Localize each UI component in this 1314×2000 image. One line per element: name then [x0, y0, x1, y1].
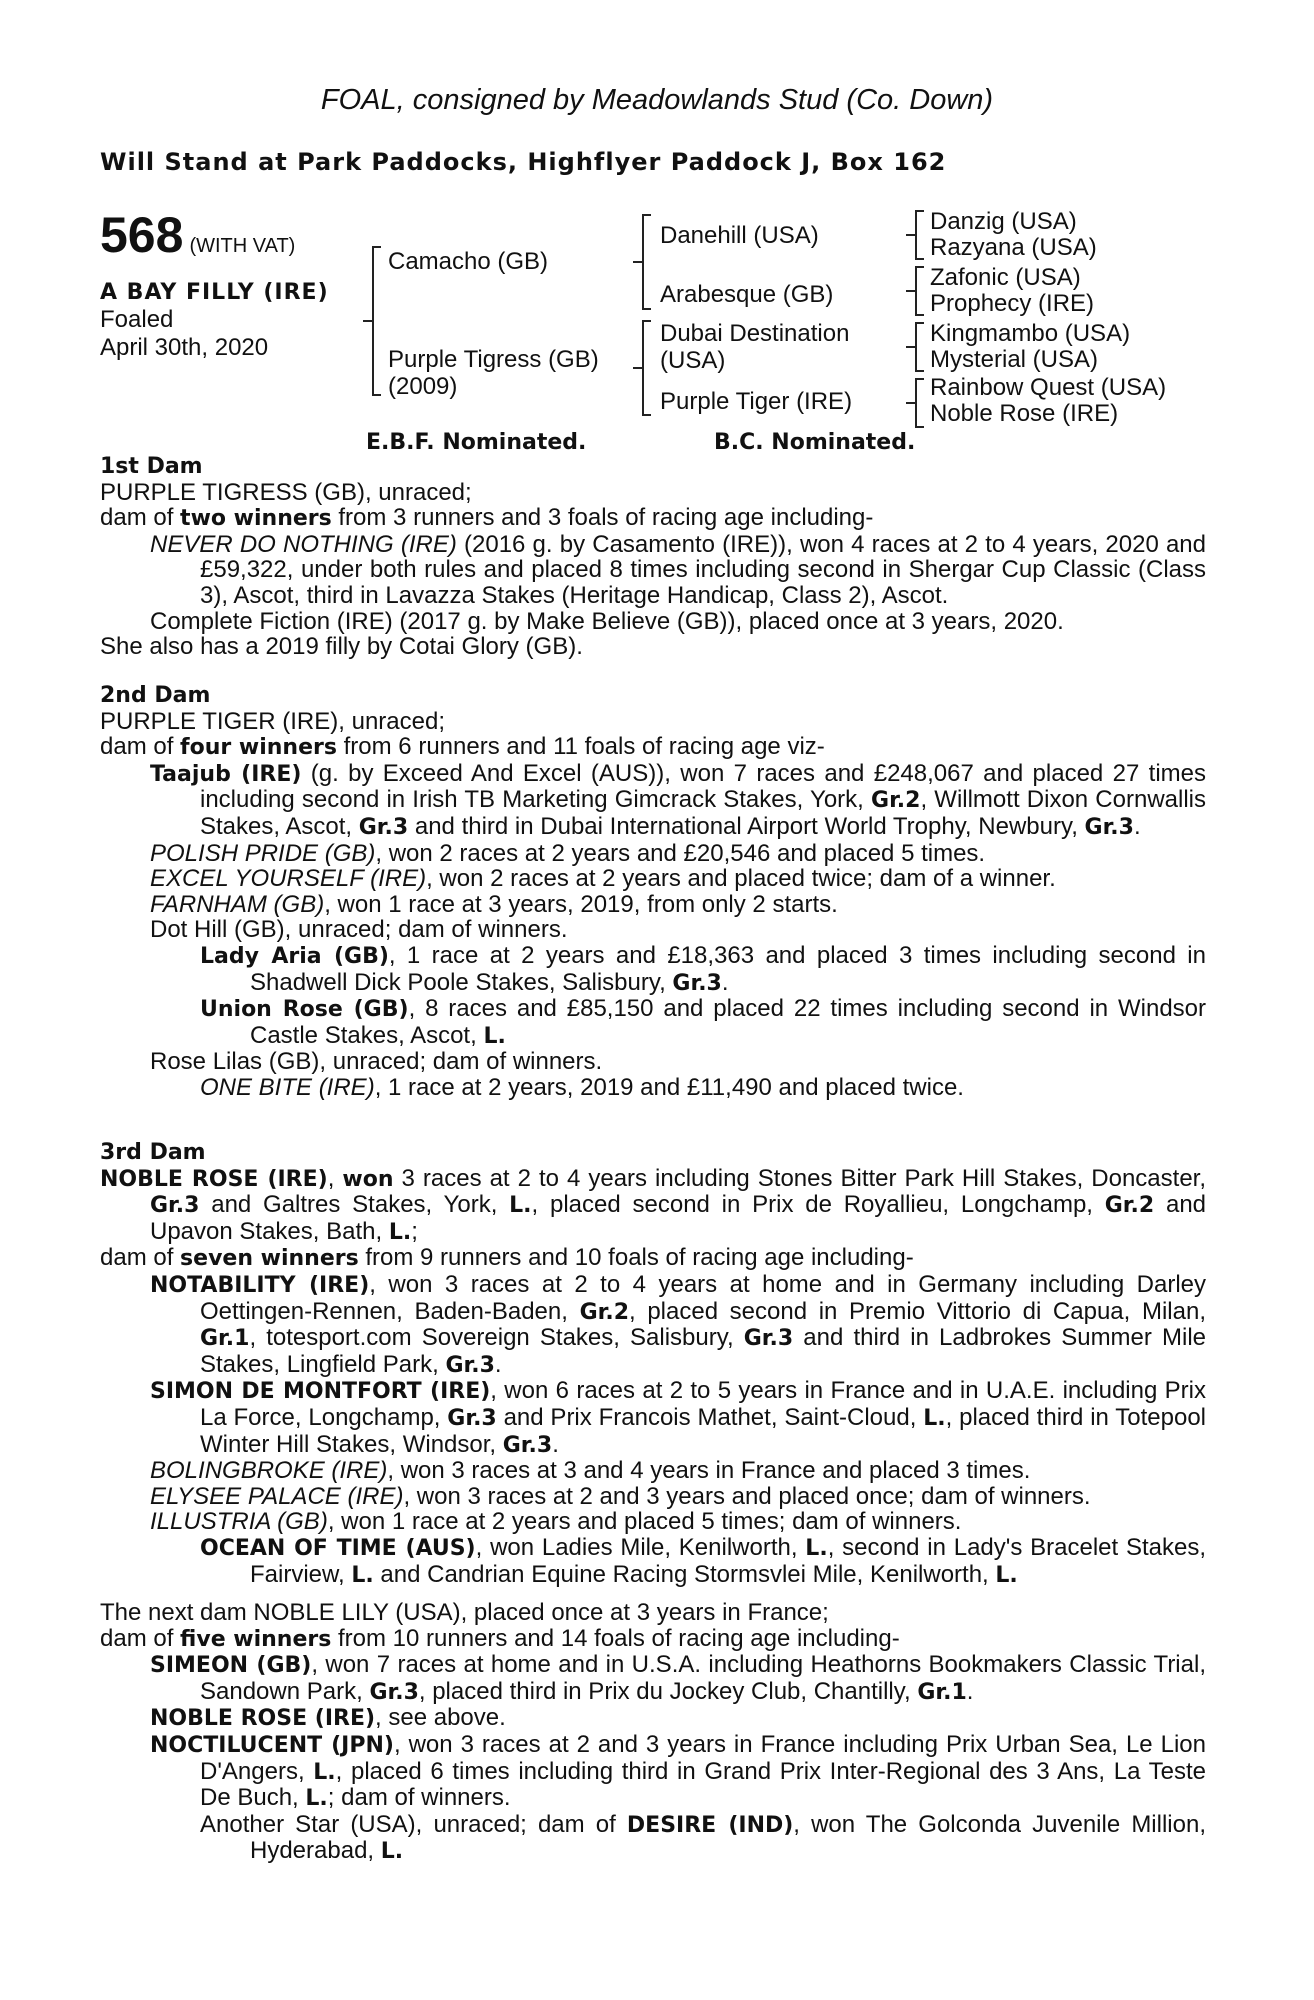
- produce-simeon: SIMEON (GB), won 7 races at home and in U.S.A. including Heathorns Bookmakers Classic Trial, Sandown Park, Gr.3, placed third in Prix du Jockey Club, Chantilly, Gr.1.: [150, 1651, 1206, 1705]
- pedigree-dam-sire-line2: (USA): [660, 347, 726, 374]
- pedigree-g2: Razyana (USA): [930, 234, 1097, 261]
- pedigree-g1: Danzig (USA): [930, 208, 1077, 235]
- produce-never-do-nothing: NEVER DO NOTHING (IRE) (2016 g. by Casamento (IRE)), won 4 races at 2 to 4 years, 2020 and £59,322, under both rules and placed 8 times including second in Shergar Cup Classic (Class 3), Ascot, third in Lavazza Stakes (Heritage Handicap, Class 2), Ascot.: [150, 530, 1207, 609]
- vat-note: (WITH VAT): [189, 235, 296, 257]
- produce-ocean-of-time: OCEAN OF TIME (AUS), won Ladies Mile, Kenilworth, L., second in Lady's Bracelet Stakes, Fairview, L. and Candrian Equine Racing Stormsvlei Mile, Kenilworth, L.: [200, 1533, 1206, 1588]
- third-dam-section: [100, 1140, 1206, 1588]
- first-dam-line: PURPLE TIGRESS (GB), unraced;: [100, 478, 472, 506]
- produce-another-star: Another Star (USA), unraced; dam of DESIRE (IND), won The Golconda Juvenile Million, Hyderabad, L.: [200, 1810, 1207, 1865]
- produce-excel-yourself: EXCEL YOURSELF (IRE), won 2 races at 2 years and placed twice; dam of a winner.: [150, 865, 1056, 893]
- produce-elysee-palace: ELYSEE PALACE (IRE), won 3 races at 2 and 3 years and placed once; dam of winners.: [150, 1482, 1091, 1510]
- produce-rose-lilas: Rose Lilas (GB), unraced; dam of winners.: [150, 1048, 603, 1076]
- pedigree-g8: Noble Rose (IRE): [930, 400, 1119, 427]
- stand-location: Will Stand at Park Paddocks, Highflyer Paddock J, Box 162: [100, 148, 947, 176]
- pedigree-dam-dam: Purple Tiger (IRE): [660, 388, 853, 415]
- first-dam-produce-line: dam of two winners from 3 runners and 3 foals of racing age including-: [100, 504, 874, 532]
- bc-nomination: B.C. Nominated.: [714, 430, 916, 455]
- second-dam-section: [100, 683, 1206, 1101]
- produce-polish-pride: POLISH PRIDE (GB), won 2 races at 2 years and £20,546 and placed 5 times.: [150, 839, 986, 867]
- produce-taajub: Taajub (IRE) (g. by Exceed And Excel (AUS)), won 7 races and £248,067 and placed 27 times including second in Irish TB Marketing Gimcrack Stakes, York, Gr.2, Willmott Dixon Cornwallis Stakes, Ascot, Gr.3 and third in Dubai International Airport World Trophy, Newbury, Gr.3.: [150, 759, 1207, 840]
- produce-lady-aria: Lady Aria (GB), 1 race at 2 years and £18,363 and placed 3 times including second in Shadwell Dick Poole Stakes, Salisbury, Gr.3.: [200, 941, 1206, 996]
- produce-bolingbroke: BOLINGBROKE (IRE), won 3 races at 3 and 4 years in France and placed 3 times.: [150, 1457, 1031, 1485]
- ebf-nomination: E.B.F. Nominated.: [366, 430, 587, 455]
- pedigree-dam-sire-line1: Dubai Destination: [660, 320, 850, 347]
- produce-one-bite: ONE BITE (IRE), 1 race at 2 years, 2019 and £11,490 and placed twice.: [200, 1073, 964, 1101]
- produce-farnham: FARNHAM (GB), won 1 race at 3 years, 2019, from only 2 starts.: [150, 890, 838, 918]
- produce-simon-de-montfort: SIMON DE MONTFORT (IRE), won 6 races at 2 to 5 years in France and in U.A.E. including Prix La Force, Longchamp, Gr.3 and Prix Francois Mathet, Saint-Cloud, L., placed third in Totepool Winter Hill Stakes, Windsor, Gr.3.: [150, 1377, 1207, 1458]
- produce-dot-hill: Dot Hill (GB), unraced; dam of winners.: [150, 916, 568, 944]
- sire-dam-brace: [372, 246, 381, 396]
- pedigree-g3: Zafonic (USA): [930, 264, 1081, 291]
- dam-brace: [642, 320, 651, 416]
- third-dam-noble-rose: NOBLE ROSE (IRE), won 3 races at 2 to 4 years including Stones Bitter Park Hill Stakes, Doncaster, Gr.3 and Galtres Stakes, York, L., placed second in Prix de Royallieu, Longchamp, Gr.2 and Upavon Stakes, Bath, L.;: [100, 1164, 1207, 1245]
- pedigree-sire-sire: Danehill (USA): [660, 222, 819, 249]
- lot-number: 568: [100, 207, 184, 263]
- lot-number-block: [100, 206, 295, 264]
- produce-union-rose: Union Rose (GB), 8 races and £85,150 and placed 22 times including second in Windsor Castle Stakes, Ascot, L.: [200, 995, 1207, 1049]
- pedigree-g7: Rainbow Quest (USA): [930, 374, 1167, 401]
- third-dam-heading: 3rd Dam: [100, 1140, 206, 1165]
- g3-brace: [915, 322, 924, 372]
- pedigree-g5: Kingmambo (USA): [930, 320, 1131, 347]
- page-title: FOAL, consigned by Meadowlands Stud (Co. Down): [320, 84, 994, 116]
- produce-noble-rose: NOBLE ROSE (IRE), see above.: [150, 1704, 506, 1732]
- second-dam-produce-line: dam of four winners from 6 runners and 11 foals of racing age viz-: [100, 733, 825, 761]
- g2-brace: [915, 266, 924, 316]
- pedigree-sire-dam: Arabesque (GB): [660, 281, 834, 308]
- first-dam-heading: 1st Dam: [100, 454, 203, 479]
- first-dam-section: [100, 454, 1206, 685]
- pedigree-g6: Mysterial (USA): [930, 346, 1099, 373]
- g1-brace: [915, 210, 924, 260]
- pedigree-sire: Camacho (GB): [388, 248, 549, 275]
- foaled-label: Foaled: [100, 306, 174, 333]
- produce-illustria: ILLUSTRIA (GB), won 1 race at 2 years and placed 5 times; dam of winners.: [150, 1508, 962, 1536]
- next-dam-produce-line: dam of five winners from 10 runners and 14 foals of racing age including-: [100, 1624, 900, 1652]
- next-dam-section: [100, 1600, 1206, 1865]
- pedigree-g4: Prophecy (IRE): [930, 290, 1095, 317]
- produce-notability: NOTABILITY (IRE), won 3 races at 2 to 4 years at home and in Germany including Darley Oettingen-Rennen, Baden-Baden, Gr.2, placed second in Premio Vittorio di Capua, Milan, Gr.1, totesport.com Sovereign Stakes, Salisbury, Gr.3 and third in Ladbrokes Summer Mile Stakes, Lingfield Park, Gr.3.: [150, 1270, 1207, 1378]
- g4-brace: [915, 378, 924, 428]
- foaled-date: April 30th, 2020: [100, 334, 269, 361]
- next-dam-line: The next dam NOBLE LILY (USA), placed once at 3 years in France;: [100, 1599, 829, 1626]
- lot-name: A BAY FILLY (IRE): [100, 280, 329, 305]
- produce-2019-filly: She also has a 2019 filly by Cotai Glory (GB).: [100, 633, 583, 661]
- pedigree-dam-year: (2009): [388, 373, 458, 400]
- pedigree-dam: Purple Tigress (GB): [388, 346, 599, 373]
- third-dam-produce-line: dam of seven winners from 9 runners and 10 foals of racing age including-: [100, 1244, 914, 1272]
- produce-complete-fiction: Complete Fiction (IRE) (2017 g. by Make Believe (GB)), placed once at 3 years, 2020.: [150, 607, 1064, 635]
- second-dam-line: PURPLE TIGER (IRE), unraced;: [100, 707, 445, 735]
- produce-noctilucent: NOCTILUCENT (JPN), won 3 races at 2 and 3 years in France including Prix Urban Sea, Le Lion D'Angers, L., placed 6 times including third in Grand Prix Inter-Regional des 3 Ans, La Teste De Buch, L.; dam of winners.: [150, 1730, 1207, 1812]
- second-dam-heading: 2nd Dam: [100, 683, 211, 708]
- sire-brace: [642, 214, 651, 310]
